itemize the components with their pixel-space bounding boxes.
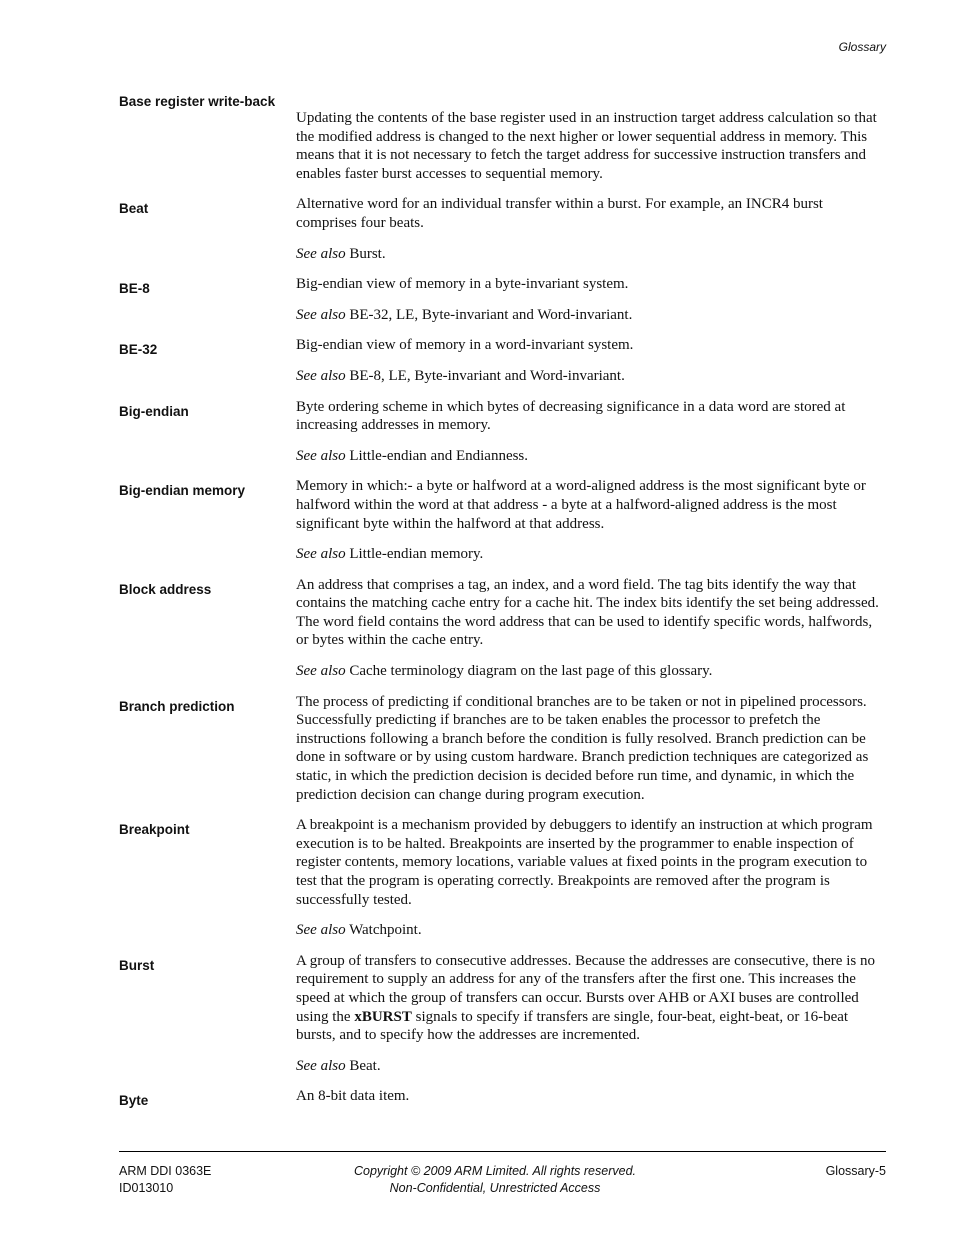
see-also-label: See also [296,306,346,323]
see-also [296,921,886,940]
see-also-ref: BE-8, LE, Byte-invariant and Word-invariant. [349,367,625,384]
glossary-entry [119,693,886,805]
see-also-label: See also [296,367,346,384]
see-also-ref: Cache terminology diagram on the last page of this glossary. [349,663,713,680]
see-also-ref: BE-32, LE, Byte-invariant and Word-invariant. [349,306,633,323]
see-also [296,367,886,386]
glossary-definition: Alternative word for an individual transfer within a burst. For example, an INCR4 burst comprises four beats. [296,196,823,231]
glossary-term: Base register write-back [119,94,276,109]
glossary-definition: Updating the contents of the base register used in an instruction target address calculation so that the modified address is changed to the next higher or lower sequential address in memory. This means that it is not necessary to fetch the target address for successive instruction transfers and enables faster burst accesses to sequential memory. [296,110,877,182]
see-also [296,545,886,564]
see-also-ref: Little-endian and Endianness. [349,447,529,464]
glossary-term: Burst [119,957,155,973]
glossary-term: Big-endian [119,403,189,419]
glossary-term: Branch prediction [119,698,235,714]
glossary-term: BE-8 [119,281,150,297]
footer-issue-id: ID013010 [119,1181,174,1195]
glossary-term: Byte [119,1093,149,1109]
see-also-label: See also [296,1057,346,1074]
see-also [296,1057,886,1076]
glossary-entry [119,576,886,681]
see-also-label: See also [296,546,346,563]
footer-access: Non-Confidential, Unrestricted Access [389,1181,601,1195]
glossary-definition: A breakpoint is a mechanism provided by debuggers to identify an instruction at which program execution is to be halted. Breakpoints are inserted by the programmer to enable inspection of register contents, memory locations, variable values at fixed points in the program execution to test that the program is operating correctly. Breakpoints are removed after the program is successfully tested. [296,817,873,908]
glossary-entry [119,952,886,1076]
see-also [296,662,886,681]
glossary-entry [119,93,886,183]
footer-copyright: Copyright © 2009 ARM Limited. All rights reserved. [353,1164,636,1178]
see-also-ref: Little-endian memory. [349,546,484,563]
glossary-entry [119,275,886,324]
glossary-definition: An 8-bit data item. [296,1088,410,1105]
glossary-term: Beat [119,201,149,217]
glossary-term: BE-32 [119,342,158,358]
see-also [296,245,886,264]
glossary-definition: An address that comprises a tag, an index, and a word field. The tag bits identify the way that contains the matching cache entry for a cache hit. The index bits identify the set being addressed. The word field contains the word address that can be used to identify specific words, halfwords, or bytes within the cache entry. [296,576,879,649]
see-also-ref: Beat. [349,1057,381,1074]
glossary-definition [296,952,886,1045]
running-header: Glossary [838,40,886,54]
footer-doc-id: ARM DDI 0363E [119,1164,212,1178]
see-also-label: See also [296,447,346,464]
see-also-label: See also [296,663,346,680]
see-also [296,447,886,466]
footer-doc-ids [119,1163,211,1197]
footer-legal [300,1163,690,1197]
signal-name: xBURST [354,1008,412,1025]
glossary-term: Big-endian memory [119,483,246,499]
definition-text: signals to specify if transfers are single, four-beat, eight-beat, or 16-beat bursts, and to specify how the addresses are incremented. [296,1008,849,1044]
glossary-entry [119,477,886,563]
footer-divider [119,1151,886,1152]
glossary-entry [119,398,886,466]
glossary-list [119,93,886,1109]
glossary-entry [119,816,886,940]
see-also-label: See also [296,245,346,262]
see-also [296,306,886,325]
footer-page-number: Glossary-5 [825,1164,886,1178]
see-also-ref: Burst. [349,245,386,262]
see-also-ref: Watchpoint. [349,922,422,939]
glossary-definition: Memory in which:- a byte or halfword at a word-aligned address is the most significant byte or halfword within the word at that address - a byte at a halfword-aligned address is the most significant byte within the halfword at that address. [296,478,866,532]
glossary-term: Breakpoint [119,822,190,838]
see-also-label: See also [296,922,346,939]
glossary-term: Block address [119,581,212,597]
glossary-entry [119,1087,886,1109]
glossary-definition: Byte ordering scheme in which bytes of decreasing significance in a data word are stored at increasing addresses in memory. [296,398,846,434]
definition-text: A group of transfers to consecutive addresses. Because the addresses are consecutive, there is no requirement to supply an address for any of the transfers after the first one. This increases the speed at which the group of transfers can occur. Bursts over AHB or AXI buses are controlled using the [296,952,875,1025]
glossary-definition: Big-endian view of memory in a byte-invariant system. [296,276,629,293]
glossary-entry [119,336,886,385]
glossary-definition: The process of predicting if conditional branches are to be taken or not in pipelined processors. Successfully predicting if branches are to be taken enables the processor to prefetch the instructions following a branch before the condition is fully resolved. Branch prediction can be done in software or by using custom hardware. Branch prediction techniques are categorized as static, in which the prediction decision is decided before run time, and dynamic, in which the prediction decision can change during program execution. [296,693,869,803]
glossary-definition: Big-endian view of memory in a word-invariant system. [296,337,634,354]
glossary-entry [119,195,886,263]
